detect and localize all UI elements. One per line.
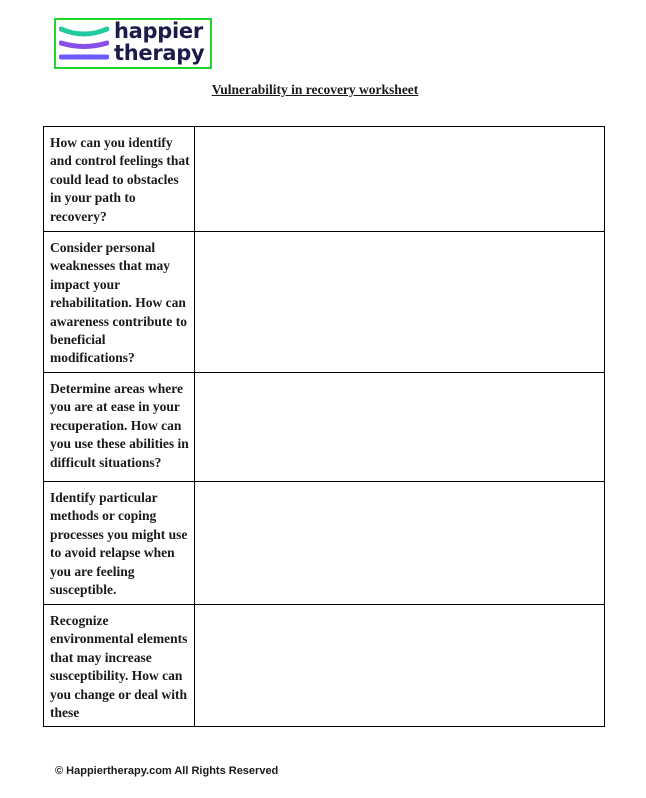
question-text: Identify particular methods or coping processes you might use to avoid relapse when you are feeling susceptible. xyxy=(50,490,188,598)
question-cell xyxy=(44,605,195,727)
question-text: Determine areas where you are at ease in your recuperation. How can you use these abilities in difficult situations? xyxy=(50,381,189,470)
brand-wordmark xyxy=(114,20,204,64)
table-row xyxy=(44,482,605,605)
question-cell xyxy=(44,232,195,373)
answer-cell[interactable] xyxy=(195,373,605,482)
wave-logo-icon xyxy=(59,23,109,65)
table-row xyxy=(44,373,605,482)
brand-name-line1: happier xyxy=(114,19,203,43)
answer-cell[interactable] xyxy=(195,127,605,232)
question-text: How can you identify and control feelings that could lead to obstacles in your path to recovery? xyxy=(50,135,190,224)
table-row xyxy=(44,127,605,232)
answer-cell[interactable] xyxy=(195,482,605,605)
question-text: Consider personal weaknesses that may impact your rehabilitation. How can awareness contribute to beneficial modifications? xyxy=(50,240,187,366)
brand-name-line2: therapy xyxy=(114,41,205,65)
footer-copyright: © Happiertherapy.com All Rights Reserved xyxy=(55,765,279,777)
answer-cell[interactable] xyxy=(195,605,605,727)
table-row xyxy=(44,232,605,373)
answer-cell[interactable] xyxy=(195,232,605,373)
brand-logo xyxy=(54,18,212,69)
question-cell xyxy=(44,373,195,482)
question-cell xyxy=(44,482,195,605)
question-text: Recognize environmental elements that may increase susceptibility. How can you change or deal with these xyxy=(50,613,188,721)
question-cell xyxy=(44,127,195,232)
worksheet-table xyxy=(43,126,605,727)
table-row xyxy=(44,605,605,727)
page-title: Vulnerability in recovery worksheet xyxy=(211,82,419,97)
